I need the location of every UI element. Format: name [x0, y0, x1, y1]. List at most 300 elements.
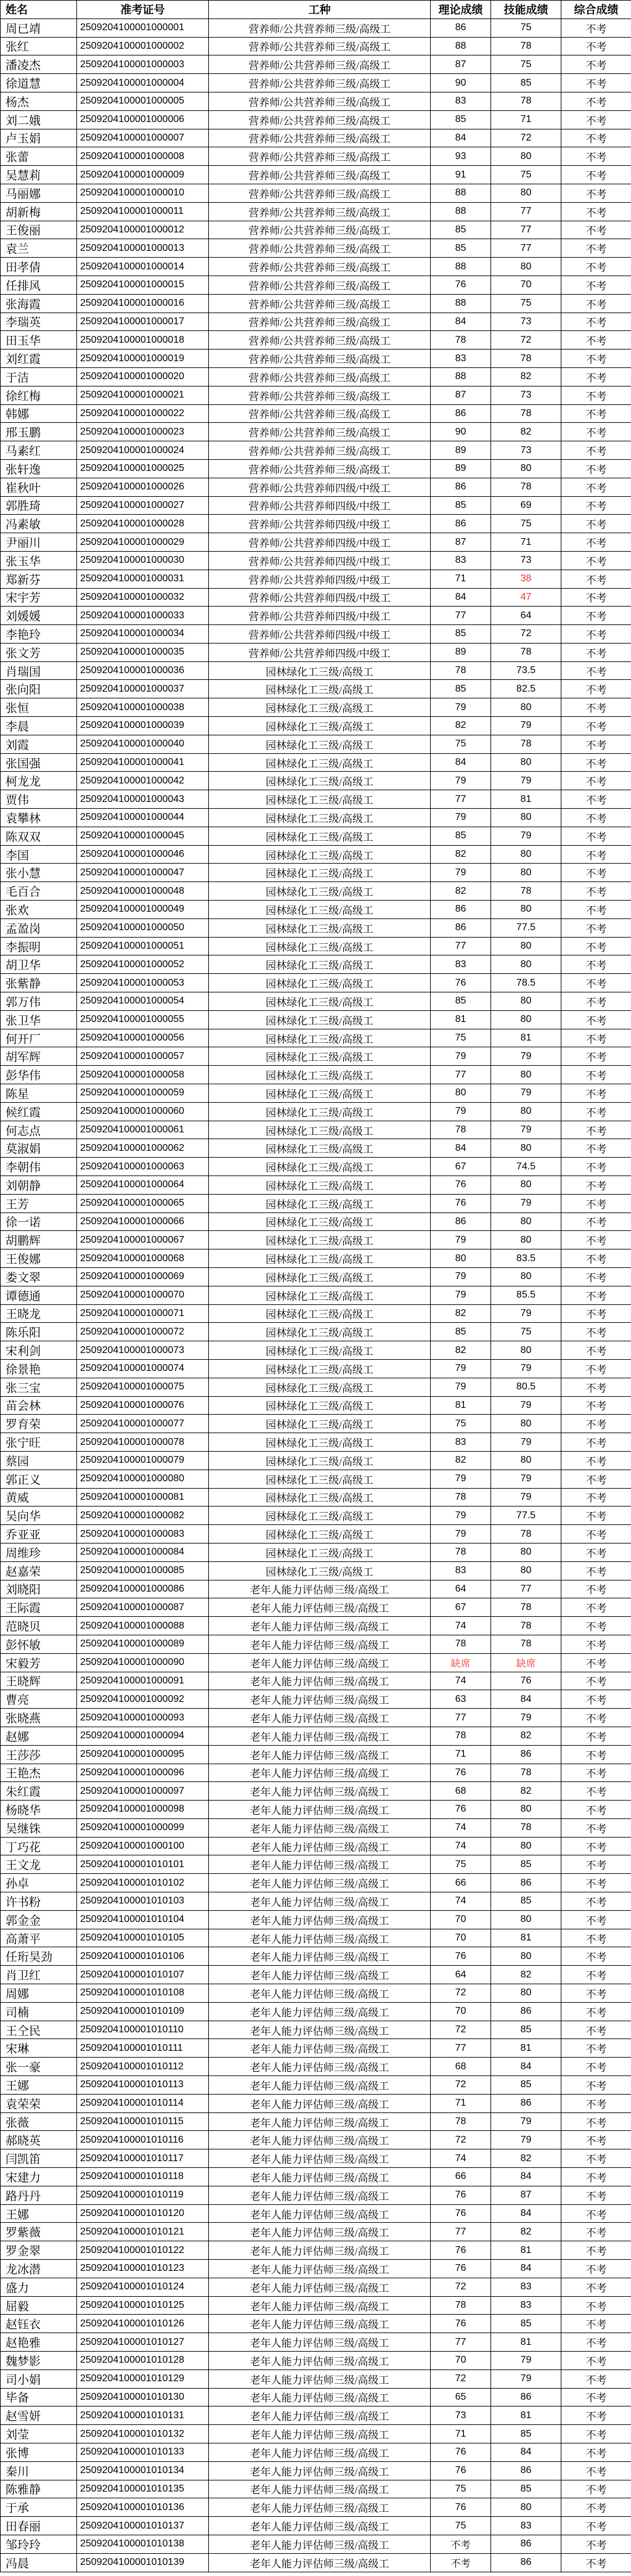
- skill-score-cell: 64: [491, 607, 561, 625]
- name-cell: 赵雪妍: [1, 2406, 77, 2425]
- theory-score-cell: 64: [431, 1580, 491, 1598]
- name-cell: 娄文翠: [1, 1267, 77, 1286]
- table-row: [1, 1047, 631, 1066]
- table-row: [1, 2352, 631, 2370]
- overall-score-cell: 不考: [561, 1764, 631, 1782]
- skill-score-cell: 82: [491, 2149, 561, 2168]
- exam-id-cell: 2509204100001000052: [77, 955, 209, 974]
- name-cell: 张向阳: [1, 680, 77, 698]
- theory-score-cell: 79: [431, 698, 491, 717]
- name-cell: 田春丽: [1, 2517, 77, 2535]
- skill-score-cell: 80: [491, 1066, 561, 1084]
- exam-id-cell: 2509204100001000014: [77, 258, 209, 276]
- overall-score-cell: 不考: [561, 1396, 631, 1415]
- name-cell: 孙卓: [1, 1874, 77, 1892]
- overall-score-cell: 不考: [561, 1984, 631, 2003]
- header-theory-score: 理论成绩: [431, 1, 491, 19]
- exam-id-cell: 2509204100001000040: [77, 735, 209, 753]
- exam-id-cell: 2509204100001010125: [77, 2296, 209, 2315]
- table-row: [1, 2443, 631, 2461]
- exam-id-cell: 2509204100001000045: [77, 827, 209, 845]
- exam-id-cell: 2509204100001000064: [77, 1176, 209, 1195]
- table-row: [1, 221, 631, 239]
- exam-id-cell: 2509204100001000055: [77, 1010, 209, 1029]
- table-row: [1, 1561, 631, 1580]
- table-row: [1, 2461, 631, 2480]
- theory-score-cell: 76: [431, 1947, 491, 1966]
- job-cell: 老年人能力评估师三级/高级工: [209, 2260, 431, 2278]
- header-exam-id: 准考证号: [77, 1, 209, 19]
- skill-score-cell: 79: [491, 1359, 561, 1378]
- overall-score-cell: 不考: [561, 1084, 631, 1103]
- table-row: [1, 1580, 631, 1598]
- theory-score-cell: 76: [431, 1801, 491, 1819]
- theory-score-cell: 86: [431, 918, 491, 937]
- theory-score-cell: 77: [431, 2039, 491, 2058]
- overall-score-cell: 不考: [561, 772, 631, 790]
- skill-score-cell: 85: [491, 2480, 561, 2498]
- skill-score-cell: 81: [491, 2406, 561, 2425]
- name-cell: 司小娟: [1, 2370, 77, 2388]
- overall-score-cell: 不考: [561, 2517, 631, 2535]
- theory-score-cell: 83: [431, 955, 491, 974]
- name-cell: 张文芳: [1, 643, 77, 661]
- name-cell: 袁兰: [1, 239, 77, 258]
- job-cell: 园林绿化工三级/高级工: [209, 864, 431, 882]
- skill-score-cell: 80.5: [491, 1378, 561, 1396]
- skill-score-cell: 80: [491, 753, 561, 772]
- table-row: [1, 937, 631, 955]
- skill-score-cell: 81: [491, 790, 561, 809]
- name-cell: 陈双双: [1, 827, 77, 845]
- job-cell: 园林绿化工三级/高级工: [209, 1267, 431, 1286]
- theory-score-cell: 77: [431, 2333, 491, 2352]
- table-row: [1, 2058, 631, 2076]
- exam-id-cell: 2509204100001000050: [77, 918, 209, 937]
- overall-score-cell: 不考: [561, 2333, 631, 2352]
- exam-id-cell: 2509204100001000058: [77, 1066, 209, 1084]
- theory-score-cell: 88: [431, 294, 491, 313]
- exam-id-cell: 2509204100001000060: [77, 1102, 209, 1121]
- exam-id-cell: 2509204100001000033: [77, 607, 209, 625]
- skill-score-cell: 86: [491, 2553, 561, 2572]
- exam-id-cell: 2509204100001000004: [77, 74, 209, 92]
- exam-id-cell: 2509204100001010105: [77, 1929, 209, 1947]
- skill-score-cell: 79: [491, 1304, 561, 1323]
- exam-id-cell: 2509204100001000075: [77, 1378, 209, 1396]
- job-cell: 老年人能力评估师三级/高级工: [209, 1855, 431, 1874]
- theory-score-cell: 85: [431, 110, 491, 129]
- theory-score-cell: 79: [431, 1470, 491, 1488]
- name-cell: 何志点: [1, 1121, 77, 1139]
- skill-score-cell: 86: [491, 1874, 561, 1892]
- exam-id-cell: 2509204100001000031: [77, 570, 209, 588]
- job-cell: 园林绿化工三级/高级工: [209, 772, 431, 790]
- job-cell: 园林绿化工三级/高级工: [209, 1194, 431, 1212]
- job-cell: 园林绿化工三级/高级工: [209, 1121, 431, 1139]
- overall-score-cell: 不考: [561, 2352, 631, 2370]
- overall-score-cell: 不考: [561, 1690, 631, 1709]
- table-row: [1, 441, 631, 460]
- job-cell: 园林绿化工三级/高级工: [209, 1231, 431, 1249]
- overall-score-cell: 不考: [561, 698, 631, 717]
- skill-score-cell: 80: [491, 1341, 561, 1360]
- job-cell: 园林绿化工三级/高级工: [209, 1102, 431, 1121]
- exam-id-cell: 2509204100001000083: [77, 1525, 209, 1544]
- table-row: [1, 184, 631, 202]
- exam-id-cell: 2509204100001000059: [77, 1084, 209, 1103]
- exam-id-cell: 2509204100001000068: [77, 1249, 209, 1268]
- overall-score-cell: 不考: [561, 2370, 631, 2388]
- exam-id-cell: 2509204100001000069: [77, 1267, 209, 1286]
- name-cell: 秦川: [1, 2461, 77, 2480]
- exam-id-cell: 2509204100001000007: [77, 129, 209, 147]
- table-row: [1, 1084, 631, 1103]
- overall-score-cell: 不考: [561, 2131, 631, 2149]
- exam-id-cell: 2509204100001000095: [77, 1745, 209, 1764]
- table-row: [1, 901, 631, 919]
- table-row: [1, 1525, 631, 1544]
- job-cell: 园林绿化工三级/高级工: [209, 992, 431, 1011]
- overall-score-cell: 不考: [561, 1158, 631, 1176]
- job-cell: 老年人能力评估师三级/高级工: [209, 1635, 431, 1653]
- name-cell: 胡军辉: [1, 1047, 77, 1066]
- job-cell: 老年人能力评估师三级/高级工: [209, 1874, 431, 1892]
- overall-score-cell: 不考: [561, 809, 631, 827]
- table-row: [1, 2112, 631, 2131]
- overall-score-cell: 不考: [561, 74, 631, 92]
- overall-score-cell: 不考: [561, 2278, 631, 2296]
- job-cell: 老年人能力评估师三级/高级工: [209, 2333, 431, 2352]
- theory-score-cell: 78: [431, 1635, 491, 1653]
- name-cell: 赵嘉荣: [1, 1561, 77, 1580]
- job-cell: 老年人能力评估师三级/高级工: [209, 1653, 431, 1672]
- job-cell: 园林绿化工三级/高级工: [209, 1543, 431, 1561]
- skill-score-cell: 85.5: [491, 1286, 561, 1304]
- table-row: [1, 772, 631, 790]
- theory-score-cell: 72: [431, 1984, 491, 2003]
- overall-score-cell: 不考: [561, 1709, 631, 1727]
- overall-score-cell: 不考: [561, 166, 631, 184]
- skill-score-cell: 80: [491, 459, 561, 478]
- skill-score-cell: 86: [491, 2535, 561, 2553]
- skill-score-cell: 73: [491, 551, 561, 570]
- theory-score-cell: 81: [431, 1396, 491, 1415]
- overall-score-cell: 不考: [561, 147, 631, 166]
- job-cell: 营养师/公共营养师三级/高级工: [209, 184, 431, 202]
- exam-id-cell: 2509204100001000048: [77, 882, 209, 901]
- skill-score-cell: 80: [491, 147, 561, 166]
- exam-id-cell: 2509204100001010120: [77, 2204, 209, 2223]
- skill-score-cell: 78: [491, 882, 561, 901]
- exam-id-cell: 2509204100001000008: [77, 147, 209, 166]
- overall-score-cell: 不考: [561, 1212, 631, 1231]
- overall-score-cell: 不考: [561, 1598, 631, 1617]
- skill-score-cell: 80: [491, 845, 561, 864]
- name-cell: 高萧平: [1, 1929, 77, 1947]
- table-row: [1, 1451, 631, 1470]
- theory-score-cell: 76: [431, 1176, 491, 1195]
- exam-id-cell: 2509204100001010119: [77, 2186, 209, 2204]
- table-row: [1, 423, 631, 441]
- name-cell: 盛力: [1, 2278, 77, 2296]
- table-row: [1, 1855, 631, 1874]
- table-row: [1, 1433, 631, 1452]
- job-cell: 园林绿化工三级/高级工: [209, 937, 431, 955]
- theory-score-cell: 68: [431, 2058, 491, 2076]
- exam-id-cell: 2509204100001010107: [77, 1966, 209, 1984]
- job-cell: 园林绿化工三级/高级工: [209, 974, 431, 992]
- skill-score-cell: 86: [491, 1745, 561, 1764]
- exam-id-cell: 2509204100001010137: [77, 2517, 209, 2535]
- name-cell: 王娜: [1, 2204, 77, 2223]
- job-cell: 老年人能力评估师三级/高级工: [209, 1580, 431, 1598]
- table-row: [1, 992, 631, 1011]
- table-row: [1, 350, 631, 368]
- job-cell: 老年人能力评估师三级/高级工: [209, 1984, 431, 2003]
- table-row: [1, 2260, 631, 2278]
- exam-id-cell: 2509204100001000009: [77, 166, 209, 184]
- theory-score-cell: 85: [431, 625, 491, 644]
- overall-score-cell: 不考: [561, 1929, 631, 1947]
- exam-id-cell: 2509204100001010112: [77, 2058, 209, 2076]
- header-overall-score: 综合成绩: [561, 1, 631, 19]
- overall-score-cell: 不考: [561, 2480, 631, 2498]
- skill-score-cell: 70: [491, 276, 561, 294]
- theory-score-cell: 84: [431, 129, 491, 147]
- overall-score-cell: 不考: [561, 2425, 631, 2443]
- theory-score-cell: 78: [431, 1488, 491, 1507]
- name-cell: 张蕾: [1, 147, 77, 166]
- theory-score-cell: 76: [431, 276, 491, 294]
- skill-score-cell: 82.5: [491, 680, 561, 698]
- overall-score-cell: 不考: [561, 404, 631, 423]
- overall-score-cell: 不考: [561, 1231, 631, 1249]
- name-cell: 范晓贝: [1, 1617, 77, 1635]
- overall-score-cell: 不考: [561, 588, 631, 607]
- name-cell: 邢玉鹏: [1, 423, 77, 441]
- name-cell: 王俊丽: [1, 221, 77, 239]
- name-cell: 刘朝静: [1, 1176, 77, 1195]
- exam-id-cell: 2509204100001000021: [77, 386, 209, 404]
- skill-score-cell: 73: [491, 386, 561, 404]
- name-cell: 潘凌杰: [1, 55, 77, 74]
- exam-id-cell: 2509204100001000049: [77, 901, 209, 919]
- theory-score-cell: 77: [431, 1709, 491, 1727]
- name-cell: 韩娜: [1, 404, 77, 423]
- job-cell: 园林绿化工三级/高级工: [209, 1470, 431, 1488]
- job-cell: 园林绿化工三级/高级工: [209, 661, 431, 680]
- skill-score-cell: 79: [491, 717, 561, 735]
- overall-score-cell: 不考: [561, 1470, 631, 1488]
- theory-score-cell: 87: [431, 55, 491, 74]
- overall-score-cell: 不考: [561, 1286, 631, 1304]
- overall-score-cell: 不考: [561, 2112, 631, 2131]
- exam-id-cell: 2509204100001000054: [77, 992, 209, 1011]
- table-row: [1, 735, 631, 753]
- overall-score-cell: 不考: [561, 331, 631, 350]
- theory-score-cell: 77: [431, 607, 491, 625]
- overall-score-cell: 不考: [561, 2443, 631, 2461]
- job-cell: 园林绿化工三级/高级工: [209, 1047, 431, 1066]
- job-cell: 园林绿化工三级/高级工: [209, 1359, 431, 1378]
- name-cell: 徐景艳: [1, 1359, 77, 1378]
- name-cell: 王晓辉: [1, 1672, 77, 1690]
- skill-score-cell: 81: [491, 2039, 561, 2058]
- overall-score-cell: 不考: [561, 2296, 631, 2315]
- theory-score-cell: 90: [431, 423, 491, 441]
- overall-score-cell: 不考: [561, 790, 631, 809]
- table-row: [1, 2186, 631, 2204]
- name-cell: 谭德通: [1, 1286, 77, 1304]
- skill-score-cell: 79: [491, 2352, 561, 2370]
- name-cell: 徐道慧: [1, 74, 77, 92]
- name-cell: 杨晓华: [1, 1801, 77, 1819]
- theory-score-cell: 82: [431, 1451, 491, 1470]
- skill-score-cell: 79: [491, 1084, 561, 1103]
- header-name: 姓名: [1, 1, 77, 19]
- theory-score-cell: 85: [431, 221, 491, 239]
- overall-score-cell: 不考: [561, 974, 631, 992]
- job-cell: 老年人能力评估师三级/高级工: [209, 2315, 431, 2333]
- exam-id-cell: 2509204100001010130: [77, 2388, 209, 2406]
- theory-score-cell: 91: [431, 166, 491, 184]
- skill-score-cell: 78: [491, 92, 561, 110]
- job-cell: 营养师/公共营养师三级/高级工: [209, 147, 431, 166]
- table-row: [1, 698, 631, 717]
- theory-score-cell: 86: [431, 404, 491, 423]
- overall-score-cell: 不考: [561, 239, 631, 258]
- name-cell: 张博: [1, 2443, 77, 2461]
- exam-id-cell: 2509204100001000077: [77, 1415, 209, 1433]
- overall-score-cell: 不考: [561, 1378, 631, 1396]
- overall-score-cell: 不考: [561, 55, 631, 74]
- table-row: [1, 404, 631, 423]
- table-row: [1, 1488, 631, 1507]
- table-row: [1, 864, 631, 882]
- theory-score-cell: 93: [431, 147, 491, 166]
- name-cell: 邹玲玲: [1, 2535, 77, 2553]
- name-cell: 张欢: [1, 901, 77, 919]
- skill-score-cell: 47: [491, 588, 561, 607]
- skill-score-cell: 79: [491, 1047, 561, 1066]
- name-cell: 陈雅静: [1, 2480, 77, 2498]
- job-cell: 老年人能力评估师三级/高级工: [209, 1598, 431, 1617]
- exam-id-cell: 2509204100001010115: [77, 2112, 209, 2131]
- name-cell: 刘霞: [1, 735, 77, 753]
- job-cell: 老年人能力评估师三级/高级工: [209, 1709, 431, 1727]
- table-row: [1, 1396, 631, 1415]
- exam-id-cell: 2509204100001000056: [77, 1029, 209, 1047]
- job-cell: 老年人能力评估师三级/高级工: [209, 2553, 431, 2572]
- exam-id-cell: 2509204100001000030: [77, 551, 209, 570]
- table-row: [1, 1267, 631, 1286]
- exam-id-cell: 2509204100001000047: [77, 864, 209, 882]
- name-cell: 杨杰: [1, 92, 77, 110]
- skill-score-cell: 84: [491, 2443, 561, 2461]
- table-row: [1, 2480, 631, 2498]
- job-cell: 营养师/公共营养师三级/高级工: [209, 202, 431, 221]
- table-row: [1, 1231, 631, 1249]
- job-cell: 营养师/公共营养师三级/高级工: [209, 129, 431, 147]
- theory-score-cell: 86: [431, 901, 491, 919]
- exam-id-cell: 2509204100001000074: [77, 1359, 209, 1378]
- overall-score-cell: 不考: [561, 129, 631, 147]
- job-cell: 老年人能力评估师三级/高级工: [209, 2517, 431, 2535]
- skill-score-cell: 80: [491, 1231, 561, 1249]
- name-cell: 郝晓英: [1, 2131, 77, 2149]
- theory-score-cell: 70: [431, 1929, 491, 1947]
- name-cell: 候红霞: [1, 1102, 77, 1121]
- table-row: [1, 2425, 631, 2443]
- overall-score-cell: 不考: [561, 1672, 631, 1690]
- table-row: [1, 367, 631, 386]
- exam-id-cell: 2509204100001000012: [77, 221, 209, 239]
- table-row: [1, 2388, 631, 2406]
- skill-score-cell: 80: [491, 809, 561, 827]
- overall-score-cell: 不考: [561, 661, 631, 680]
- theory-score-cell: 83: [431, 92, 491, 110]
- name-cell: 宋建力: [1, 2168, 77, 2186]
- skill-score-cell: 78: [491, 1617, 561, 1635]
- table-row: [1, 1690, 631, 1709]
- name-cell: 毛百合: [1, 882, 77, 901]
- theory-score-cell: 84: [431, 1139, 491, 1158]
- theory-score-cell: 74: [431, 1672, 491, 1690]
- skill-score-cell: 83: [491, 2296, 561, 2315]
- skill-score-cell: 79: [491, 2112, 561, 2131]
- skill-score-cell: 78: [491, 1525, 561, 1544]
- exam-id-cell: 2509204100001000090: [77, 1653, 209, 1672]
- overall-score-cell: 不考: [561, 735, 631, 753]
- skill-score-cell: 82: [491, 367, 561, 386]
- table-row: [1, 1617, 631, 1635]
- table-row: [1, 496, 631, 515]
- overall-score-cell: 不考: [561, 533, 631, 552]
- skill-score-cell: 75: [491, 1323, 561, 1341]
- table-row: [1, 1010, 631, 1029]
- name-cell: 罗紫薇: [1, 2223, 77, 2241]
- exam-id-cell: 2509204100001000013: [77, 239, 209, 258]
- skill-score-cell: 84: [491, 2168, 561, 2186]
- exam-id-cell: 2509204100001000094: [77, 1727, 209, 1745]
- overall-score-cell: 不考: [561, 643, 631, 661]
- table-row: [1, 331, 631, 350]
- theory-score-cell: 79: [431, 1286, 491, 1304]
- skill-score-cell: 78: [491, 1598, 561, 1617]
- name-cell: 宋琳: [1, 2039, 77, 2058]
- job-cell: 园林绿化工三级/高级工: [209, 717, 431, 735]
- job-cell: 营养师/公共营养师三级/高级工: [209, 74, 431, 92]
- exam-id-cell: 2509204100001010126: [77, 2315, 209, 2333]
- exam-id-cell: 2509204100001010114: [77, 2094, 209, 2112]
- table-row: [1, 1194, 631, 1212]
- skill-score-cell: 79: [491, 1470, 561, 1488]
- skill-score-cell: 80: [491, 1801, 561, 1819]
- job-cell: 老年人能力评估师三级/高级工: [209, 1929, 431, 1947]
- overall-score-cell: 不考: [561, 1415, 631, 1433]
- job-cell: 老年人能力评估师三级/高级工: [209, 2149, 431, 2168]
- overall-score-cell: 不考: [561, 1047, 631, 1066]
- name-cell: 刘媛媛: [1, 607, 77, 625]
- overall-score-cell: 不考: [561, 1249, 631, 1268]
- name-cell: 郭正义: [1, 1470, 77, 1488]
- theory-score-cell: 79: [431, 1102, 491, 1121]
- table-row: [1, 2370, 631, 2388]
- theory-score-cell: 66: [431, 2168, 491, 2186]
- exam-id-cell: 2509204100001010134: [77, 2461, 209, 2480]
- theory-score-cell: 80: [431, 1084, 491, 1103]
